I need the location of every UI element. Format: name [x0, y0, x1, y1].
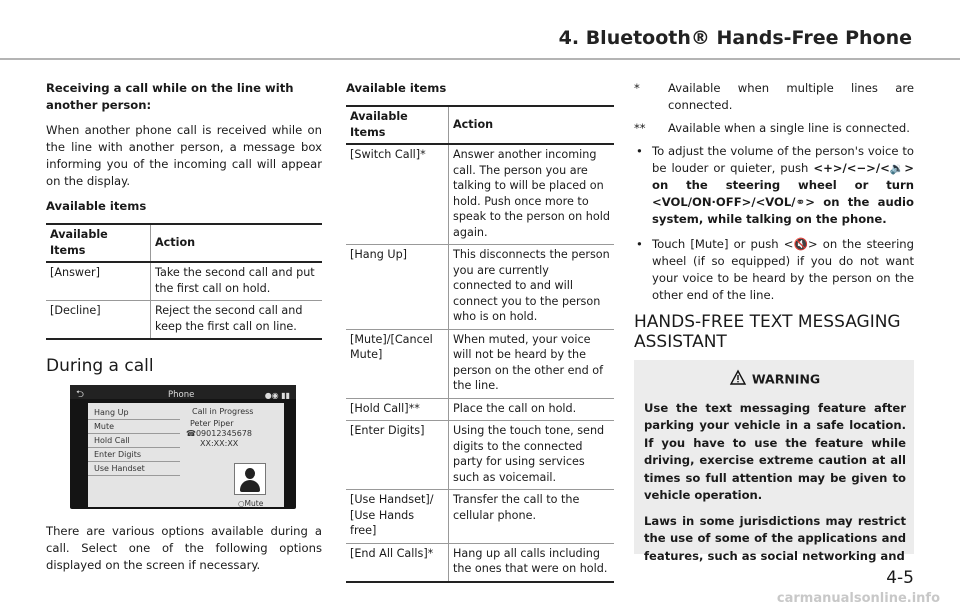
- table-cell-action: Answer another incoming call. The person you are talking to will be placed on hold. Push once more to speak to the person on hold again.: [449, 144, 615, 245]
- column-header: Available Items: [46, 224, 151, 262]
- watermark: carmanualsonline.info: [776, 591, 940, 606]
- table-row: [346, 329, 614, 398]
- screen-option-enter-digits: Enter Digits: [88, 448, 180, 462]
- section-heading-text-messaging: HANDS-FREE TEXT MESSAGING ASSISTANT: [634, 312, 901, 352]
- receiving-heading: Receiving a call while on the line with another person:: [46, 81, 294, 112]
- table-cell-action: Transfer the call to the cellular phone.: [449, 490, 615, 544]
- screen-option-mute: Mute: [88, 420, 180, 434]
- table-row: [346, 398, 614, 421]
- warning-paragraph-2: Laws in some jurisdictions may restrict the use of some of the applications and features, such as social networking and: [644, 513, 906, 563]
- column-header: Action: [449, 106, 615, 144]
- footnote-text: Available when a single line is connected.: [668, 121, 910, 135]
- screen-options-list: [88, 406, 180, 476]
- screen-option-hang-up: Hang Up: [88, 406, 180, 420]
- screen-body: [88, 403, 284, 507]
- table-cell-item: [Enter Digits]: [346, 421, 449, 490]
- mute-mic-icon: 🔇: [793, 237, 808, 251]
- screen-top-bar: [70, 385, 296, 399]
- table-cell-item: [End All Calls]*: [346, 543, 449, 582]
- caller-avatar-icon: [234, 463, 266, 495]
- caller-number: 09012345678: [195, 429, 252, 438]
- page-number: 4-5: [886, 568, 914, 588]
- table-cell-item: [Hang Up]: [346, 245, 449, 330]
- table-cell-item: [Switch Call]*: [346, 144, 449, 245]
- call-duration: XX:XX:XX: [200, 439, 239, 448]
- during-call-heading: During a call: [46, 356, 154, 376]
- volume-bullet: • To adjust the volume of the person's voice to be louder or quieter, push <+>/<−>/<🔉> on the steering wheel or turn <VOL/ON·OFF>/<VOL/⚭> on the audio system, while talking on the phone.: [636, 144, 914, 226]
- screen-option-hold-call: Hold Call: [88, 434, 180, 448]
- table-row: [46, 262, 322, 301]
- call-info: [186, 407, 280, 449]
- footnote-double-star: [634, 120, 914, 137]
- speaker-icon: 🔉: [889, 161, 905, 175]
- table-cell-action: When muted, your voice will not be heard by the person on the other end of the line.: [449, 329, 615, 398]
- table-cell-item: [Hold Call]**: [346, 398, 449, 421]
- table-cell-item: [Answer]: [46, 262, 151, 301]
- caller-number-row: [186, 429, 280, 439]
- table-cell-action: Place the call on hold.: [449, 398, 615, 421]
- mute-bullet: • Touch [Mute] or push <🔇> on the steering wheel (if so equipped) if you do not want your voice to be heard by the person on the other end of the line.: [636, 237, 914, 302]
- available-items-label: Available items: [46, 199, 147, 213]
- table-cell-item: [Mute]/[Cancel Mute]: [346, 329, 449, 398]
- column-header: Action: [151, 224, 323, 262]
- during-call-body: There are various options available during a call. Select one of the following options displayed on the screen if necessary.: [46, 524, 322, 572]
- table-cell-action: Take the second call and put the first call on hold.: [151, 262, 323, 301]
- column-2: [346, 80, 614, 583]
- receiving-body: When another phone call is received while on the line with another person, a message box informing you of the incoming call will appear on the display.: [46, 123, 322, 188]
- available-items-table-2: [346, 105, 614, 583]
- knob-icon: ⚭: [795, 195, 806, 209]
- warning-paragraph-1: Use the text messaging feature after parking your vehicle in a safe location. If you have to use the feature while driving, exercise extreme caution at all times so full attention may be given to vehicle operation.: [644, 400, 906, 502]
- table-row: [46, 301, 322, 340]
- table-cell-action: Reject the second call and keep the first call on line.: [151, 301, 323, 340]
- phone-icon: ☎: [186, 429, 196, 438]
- table-cell-item: [Decline]: [46, 301, 151, 340]
- chapter-title: 4. Bluetooth® Hands-Free Phone: [558, 27, 912, 49]
- table-cell-action: This disconnects the person you are currently connected to and will connect you to the person who is on hold.: [449, 245, 615, 330]
- table-row: [346, 245, 614, 330]
- warning-box: [634, 360, 914, 563]
- table-cell-action: Using the touch tone, send digits to the connected party for using services such as voicemail.: [449, 421, 615, 490]
- table-header-row: [346, 106, 614, 144]
- footnote-text: Available when multiple lines are connected.: [668, 81, 914, 112]
- header-rule: [0, 58, 960, 60]
- available-items-table-1: [46, 223, 322, 340]
- table-row: [346, 144, 614, 245]
- footnote-single-star: [634, 80, 914, 114]
- column-3: [634, 80, 914, 563]
- table-header-row: [46, 224, 322, 262]
- table-row: [346, 490, 614, 544]
- warning-title: WARNING: [644, 370, 906, 390]
- phone-screen-image: [70, 385, 296, 509]
- table-cell-item: [Use Handset]/ [Use Hands free]: [346, 490, 449, 544]
- table-row: [346, 421, 614, 490]
- screen-title: Phone: [168, 390, 195, 400]
- available-items-label: Available items: [346, 81, 447, 95]
- bullet-dot: •: [636, 144, 643, 158]
- column-1: [46, 80, 322, 582]
- footnote-mark: *: [634, 81, 640, 95]
- column-header: Available Items: [346, 106, 449, 144]
- footnote-mark: **: [634, 121, 646, 135]
- mute-indicator: ○Mute: [238, 499, 264, 508]
- call-status: Call in Progress: [192, 407, 254, 416]
- screen-option-use-handset: Use Handset: [88, 462, 180, 476]
- warning-triangle-icon: [730, 370, 746, 390]
- table-row: [346, 543, 614, 582]
- bullet-dot: •: [636, 237, 643, 251]
- signal-status-icon: ●◉ ▮▮: [264, 391, 290, 400]
- caller-name: Peter Piper: [190, 419, 234, 428]
- table-cell-action: Hang up all calls including the ones that were on hold.: [449, 543, 615, 582]
- back-icon: ⮌: [76, 389, 85, 400]
